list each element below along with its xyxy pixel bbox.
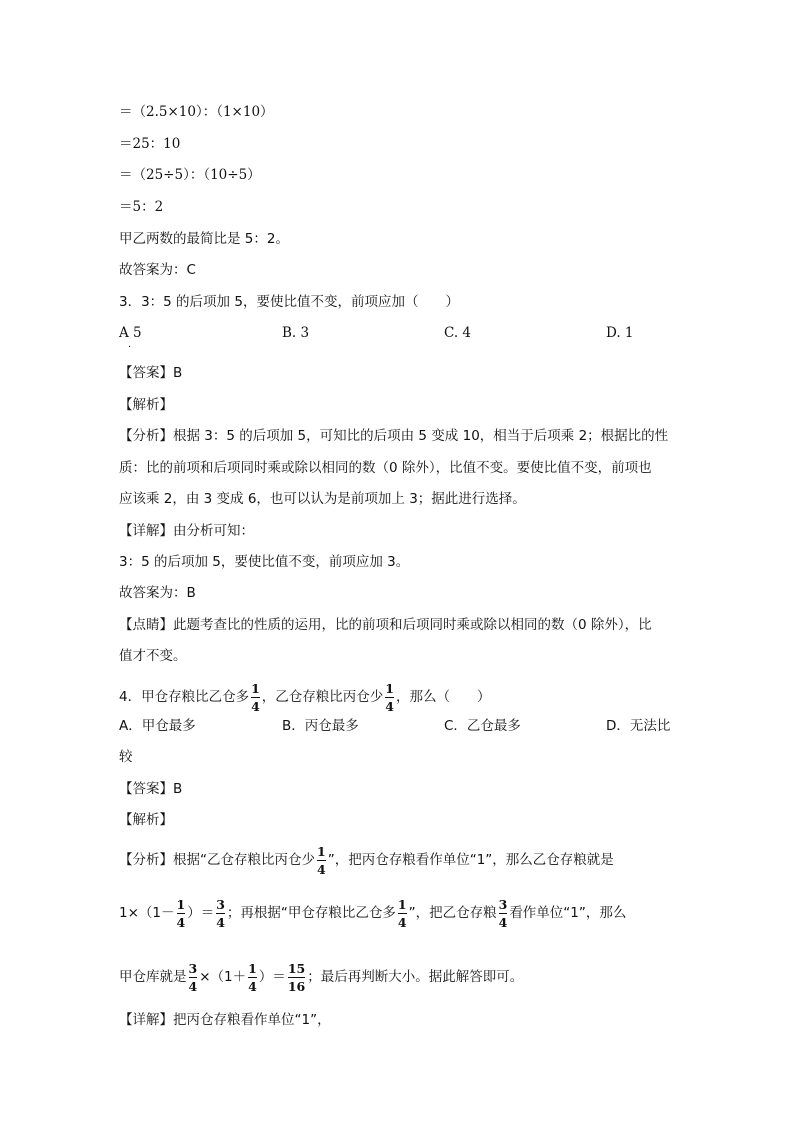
fraction-three-quarters: $\frac{3}{4}$: [188, 960, 198, 994]
q4-option-c: C．乙仓最多: [444, 718, 521, 734]
q3-answer: 【答案】B: [119, 365, 183, 381]
q4-analysis-line-3: [119, 957, 523, 997]
text: 【分析】根据“乙仓存粮比丙仓少: [119, 852, 315, 868]
q3-detail-heading: 【详解】由分析可知：: [119, 523, 254, 539]
q4-text-3: ，那么（ ）: [396, 689, 491, 705]
fraction-three-quarters: $\frac{3}{4}$: [216, 896, 225, 930]
text: ”，把丙仓存粮看作单位“1”，那么乙仓存粮就是: [327, 852, 614, 868]
q3-final-answer: 故答案为：B: [119, 585, 196, 601]
q3-analysis-line-2: 质：比的前项和后项同时乘或除以相同的数（0 除外），比值不变。要使比值不变，前项也: [119, 460, 652, 476]
text: ×（1＋: [199, 969, 247, 985]
q4-analysis-line-2: [119, 893, 626, 933]
question-3: 3．3：5 的后项加 5，要使比值不变，前项应加（ ）: [119, 294, 459, 310]
q4-analysis-heading: 【解析】: [119, 812, 173, 828]
q4-answer: 【答案】B: [119, 781, 183, 797]
question-4: [119, 677, 491, 717]
text: 看作单位“1”，那么: [509, 905, 627, 921]
text: 甲仓库就是: [119, 969, 187, 985]
q4-detail-line: 【详解】把丙仓存粮看作单位“1”，: [119, 1012, 331, 1028]
text: ；再根据“甲仓存粮比乙仓多: [226, 905, 396, 921]
q3-comment-line-1: 【点睛】此题考查比的性质的运用，比的前项和后项同时乘或除以相同的数（0 除外），比: [119, 617, 652, 633]
q3-analysis-line-1: 【分析】根据 3：5 的后项加 5，可知比的后项由 5 变成 10，相当于后项乘 2；根据比的性: [119, 428, 669, 444]
q3-option-d: D. 1: [606, 325, 634, 341]
q3-analysis-heading: 【解析】: [119, 397, 173, 413]
conclusion-line: 甲乙两数的最简比是 5：2。: [119, 231, 289, 247]
fraction-one-quarter: $\frac{1}{4}$: [397, 896, 407, 930]
calc-line-4: ＝5：2: [119, 199, 164, 215]
fraction-one-quarter: $\frac{1}{4}$: [176, 896, 186, 930]
fraction-three-quarters: $\frac{3}{4}$: [498, 896, 508, 930]
q3-detail-line: 3：5 的后项加 5，要使比值不变，前项应加 3。: [119, 554, 410, 570]
q3-option-b: B. 3: [282, 325, 310, 341]
q3-analysis-line-3: 应该乘 2，由 3 变成 6，也可以认为是前项加上 3；据此进行选择。: [119, 491, 526, 507]
q4-analysis-line-1: [119, 840, 614, 880]
q4-text-1: 4．甲仓存粮比乙仓多: [119, 689, 250, 705]
answer-line-q2: 故答案为：C: [119, 262, 196, 278]
calc-line-3: ＝（25÷5）：（10÷5）: [119, 167, 261, 183]
q3-comment-line-2: 值才不变。: [119, 648, 187, 664]
fraction-one-quarter: $\frac{1}{4}$: [251, 680, 260, 714]
q3-option-a: A 5: [119, 325, 142, 341]
q3-option-c: C. 4: [444, 325, 472, 341]
text: ；最后再判断大小。据此解答即可。: [307, 969, 524, 985]
fraction-one-quarter: $\frac{1}{4}$: [248, 960, 257, 994]
q4-text-2: ，乙仓存粮比丙仓少: [261, 689, 384, 705]
text: 1×（1－: [119, 905, 175, 921]
q4-option-b: B．丙仓最多: [282, 718, 359, 734]
calc-line-1: ＝（2.5×10）：（1×10）: [119, 104, 274, 120]
text: ）＝: [258, 969, 286, 985]
q4-option-a: A．甲仓最多: [119, 718, 196, 734]
fraction-one-quarter: $\frac{1}{4}$: [317, 843, 326, 877]
q4-option-d-wrap: 较: [119, 749, 133, 765]
q4-option-d: D．无法比: [606, 718, 671, 734]
text: ）＝: [187, 905, 215, 921]
text: ”，把乙仓存粮: [408, 905, 497, 921]
calc-line-2: ＝25：10: [119, 136, 181, 152]
fraction-one-quarter: $\frac{1}{4}$: [385, 680, 394, 714]
fraction-fifteen-sixteenths: $\frac{15}{16}$: [287, 960, 306, 994]
option-dot: .: [128, 339, 132, 350]
